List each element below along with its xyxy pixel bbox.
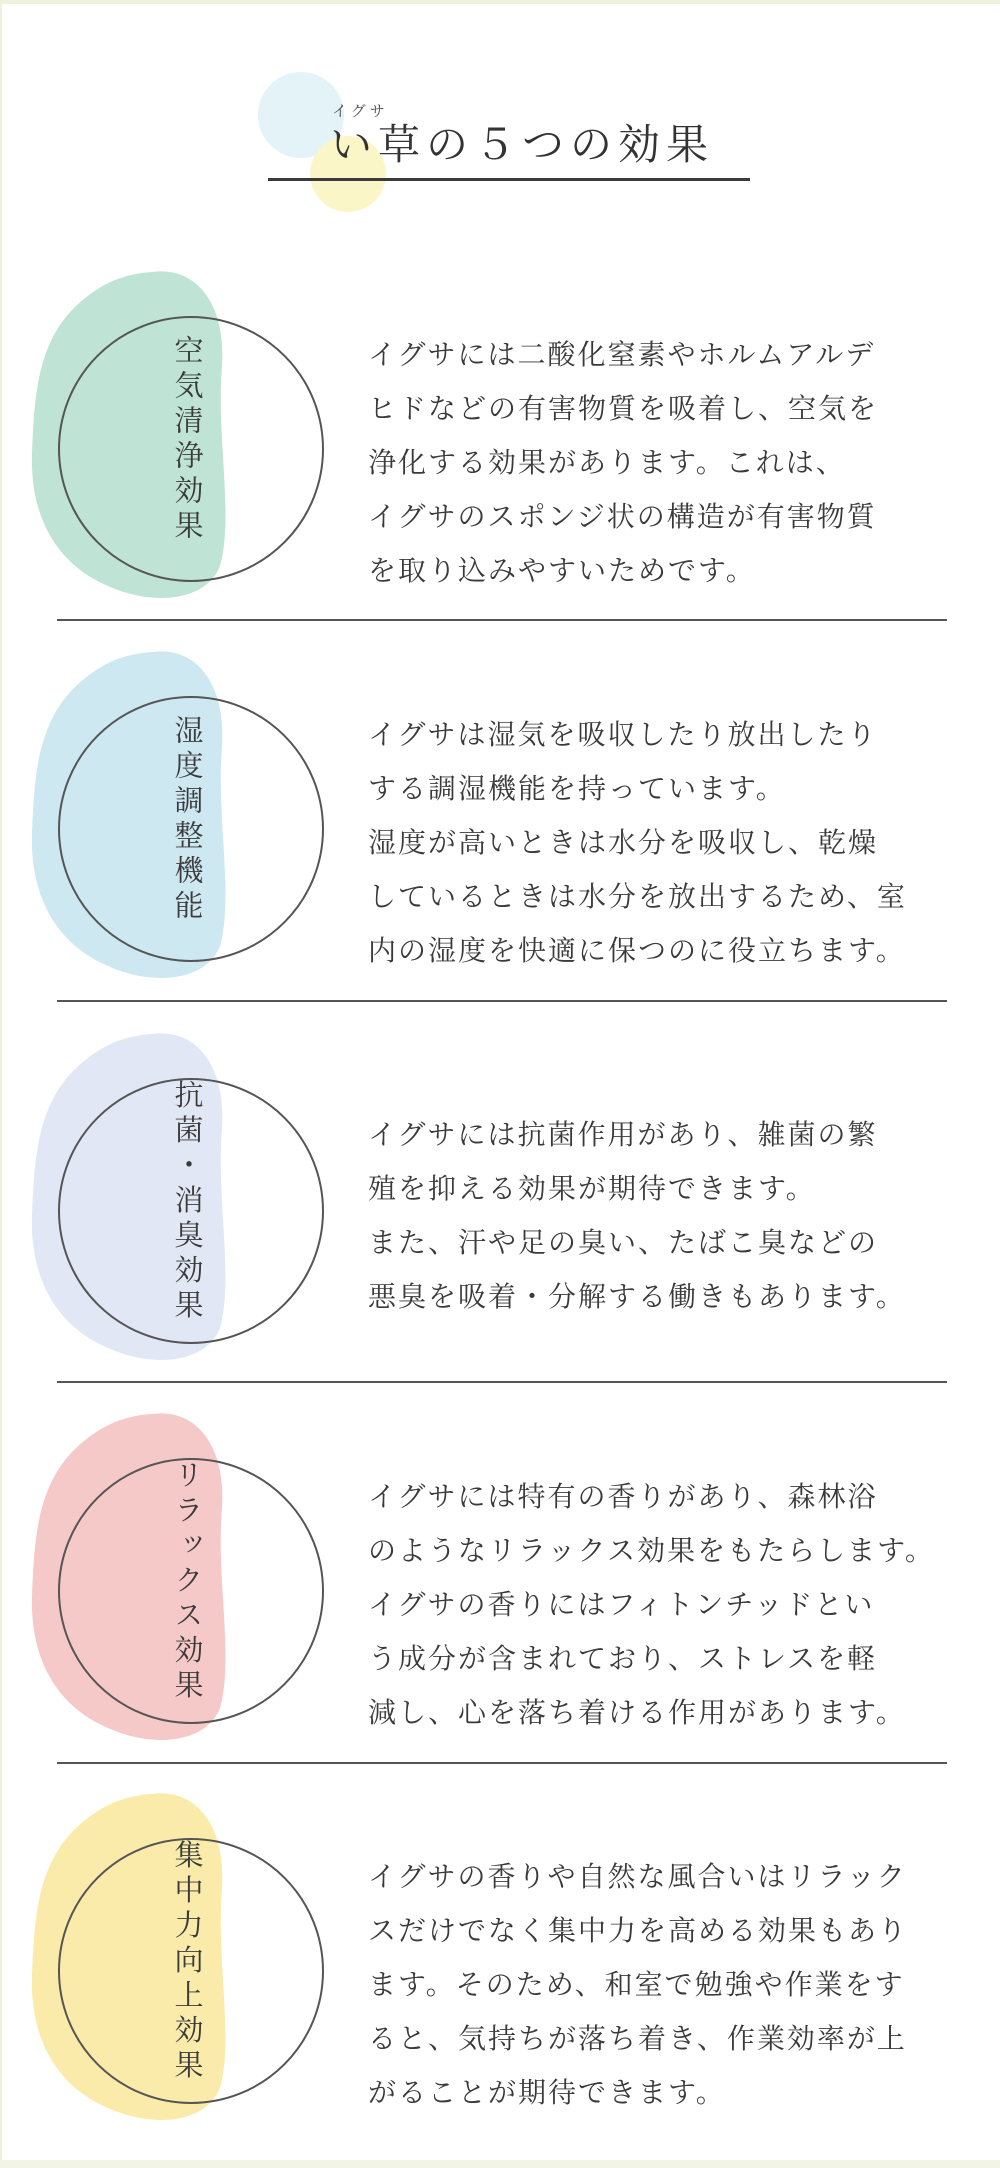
effect-section-humidity bbox=[2, 646, 1000, 1026]
description-line: また、汗や足の臭い、たばこ臭などの bbox=[368, 1226, 879, 1259]
effect-section-concentration bbox=[2, 1788, 1000, 2168]
description-line: 減し、心を落ち着ける作用があります。 bbox=[368, 1696, 906, 1729]
effect-section-relaxation bbox=[2, 1408, 1000, 1788]
description-line: 殖を抑える効果が期待できます。 bbox=[368, 1172, 816, 1205]
description-line: 内の湿度を快適に保つのに役立ちます。 bbox=[368, 934, 906, 967]
description-line: ヒドなどの有害物質を吸着し、空気を bbox=[368, 392, 879, 425]
section-divider bbox=[57, 1381, 947, 1383]
description-line: 湿度が高いときは水分を吸収し、乾燥 bbox=[368, 826, 879, 859]
section-label: 空気清浄効果 bbox=[170, 335, 205, 545]
section-divider bbox=[57, 1762, 947, 1764]
effect-section-air-purification bbox=[2, 266, 1000, 646]
page-title: い草の５つの効果 bbox=[330, 120, 715, 169]
section-label: 集中力向上効果 bbox=[170, 1839, 205, 2085]
description-line: する調湿機能を持っています。 bbox=[368, 772, 786, 805]
description-line: のようなリラックス効果をもたらします。 bbox=[368, 1534, 935, 1567]
section-divider bbox=[57, 1000, 947, 1002]
description-line: イグサの香りにはフィトンチッドとい bbox=[368, 1588, 875, 1621]
description-line: イグサのスポンジ状の構造が有害物質 bbox=[368, 500, 877, 533]
section-label: 抗菌・消臭効果 bbox=[170, 1079, 205, 1325]
section-description bbox=[368, 1470, 968, 1740]
section-description bbox=[368, 328, 968, 598]
description-line: イグサには抗菌作用があり、雑菌の繁 bbox=[368, 1118, 878, 1151]
title-ruby: イグサ bbox=[332, 102, 389, 120]
section-divider bbox=[57, 619, 947, 621]
description-line: イグサの香りや自然な風合いはリラック bbox=[368, 1860, 907, 1893]
description-line: を取り込みやすいためです。 bbox=[368, 554, 756, 587]
description-line: イグサには二酸化窒素やホルムアルデ bbox=[368, 338, 876, 371]
effect-section-antibacterial bbox=[2, 1028, 1000, 1408]
description-line: イグサは湿気を吸収したり放出したり bbox=[368, 718, 878, 751]
description-line: ます。そのため、和室で勉強や作業をす bbox=[368, 1968, 905, 2001]
description-line: 浄化する効果があります。これは、 bbox=[368, 446, 846, 479]
description-line: 悪臭を吸着・分解する働きもあります。 bbox=[368, 1280, 906, 1313]
description-line: う成分が含まれており、ストレスを軽 bbox=[368, 1642, 878, 1675]
description-line: ると、気持ちが落ち着き、作業効率が上 bbox=[368, 2022, 907, 2055]
title-underline bbox=[268, 178, 750, 181]
section-label: リラックス効果 bbox=[170, 1459, 205, 1705]
section-description bbox=[368, 1108, 968, 1324]
section-label: 湿度調整機能 bbox=[170, 715, 205, 925]
page-header bbox=[242, 64, 762, 194]
section-description bbox=[368, 708, 968, 978]
description-line: がることが期待できます。 bbox=[368, 2076, 726, 2109]
section-description bbox=[368, 1850, 968, 2120]
description-line: イグサには特有の香りがあり、森林浴 bbox=[368, 1480, 878, 1513]
description-line: しているときは水分を放出するため、室 bbox=[368, 880, 907, 913]
description-line: スだけでなく集中力を高める効果もあり bbox=[368, 1914, 909, 1947]
